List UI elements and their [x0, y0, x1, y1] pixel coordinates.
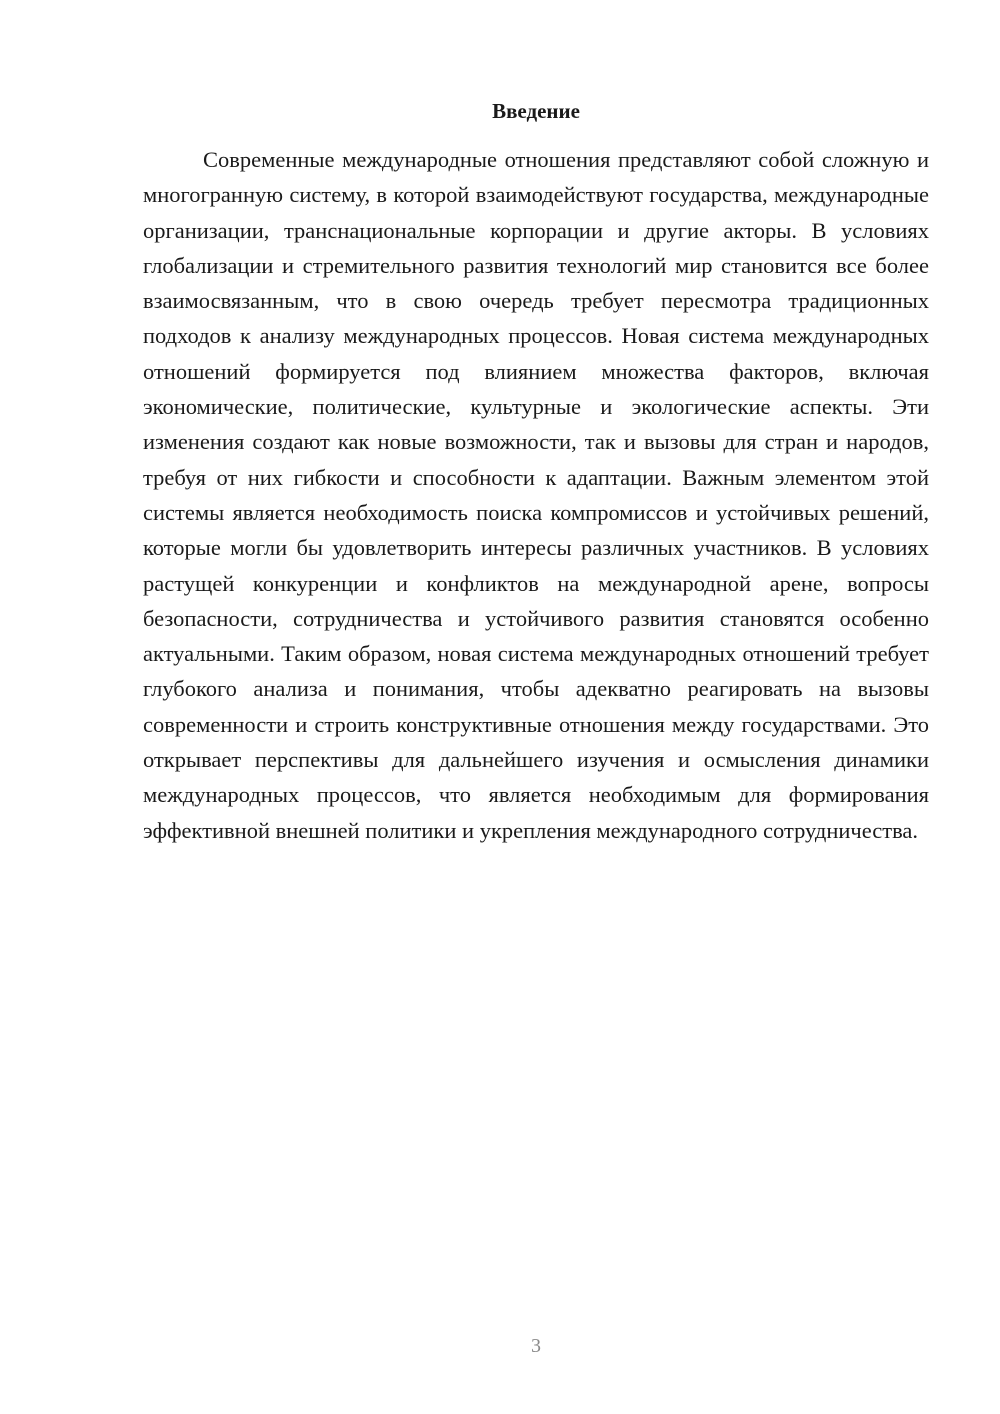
body-paragraph: Современные международные отношения представляют собой сложную и многогранную систему, в которой взаимодействуют государства, международные организации, транснациональные корпорации и другие акторы. В условиях глобализации и стремительного развития технологий мир становится все более взаимосвязанным, что в свою очередь требует пересмотра традиционных подходов к анализу международных процессов. Новая система международных отношений формируется под влиянием множества факторов, включая экономические, политические, культурные и экологические аспекты. Эти изменения создают как новые возможности, так и вызовы для стран и народов, требуя от них гибкости и способности к адаптации. Важным элементом этой системы является необходимость поиска компромиссов и устойчивых решений, которые могли бы удовлетворить интересы различных участников. В условиях растущей конкуренции и конфликтов на международной арене, вопросы безопасности, сотрудничества и устойчивого развития становятся особенно актуальными. Таким образом, новая система международных отношений требует глубокого анализа и понимания, чтобы адекватно реагировать на вызовы современности и строить конструктивные отношения между государствами. Это открывает перспективы для дальнейшего изучения и осмысления динамики международных процессов, что является необходимым для формирования эффективной внешней политики и укрепления международного сотрудничества. [143, 147, 929, 843]
page-number: 3 [531, 1335, 541, 1357]
section-heading: Введение [492, 99, 580, 123]
